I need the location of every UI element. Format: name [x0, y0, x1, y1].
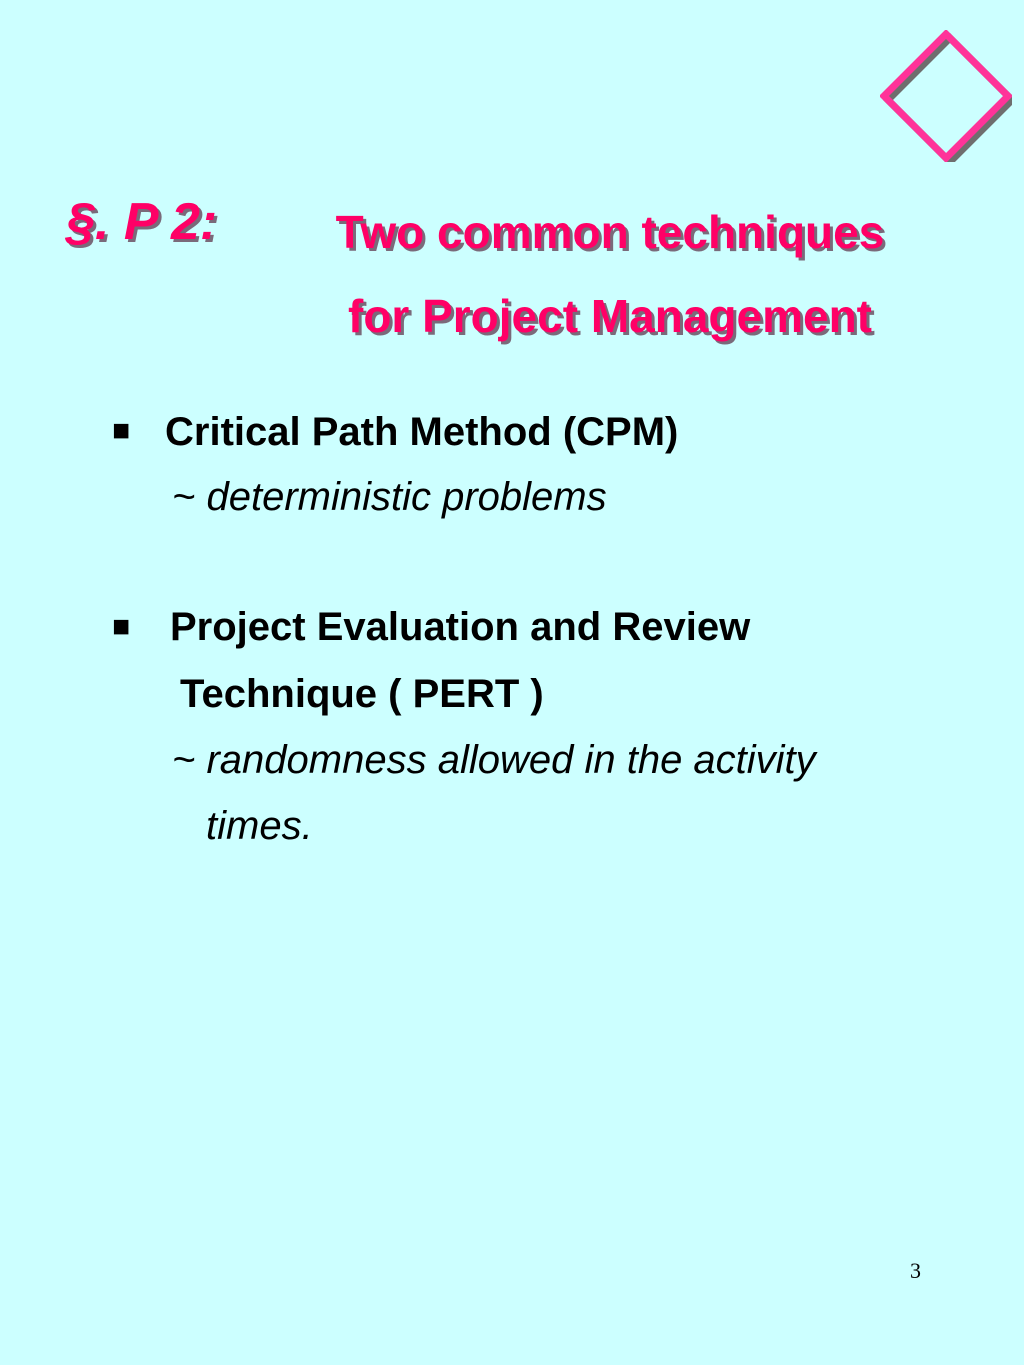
diamond-outline-icon — [880, 30, 1012, 162]
section-mark: §. P 2: — [66, 193, 218, 251]
bullet-pert-note-line-2: times. — [206, 804, 313, 848]
slide-title — [290, 190, 930, 358]
title-line-1: Two common techniques — [335, 206, 885, 258]
bullet-cpm-heading: Critical Path Method (CPM) — [165, 410, 679, 454]
bullet-pert-heading-line-1: Project Evaluation and Review — [170, 605, 751, 649]
bullet-pert-heading-line-2: Technique ( PERT ) — [180, 672, 544, 716]
bullet-pert-note-line-1: ~ randomness allowed in the activity — [172, 738, 816, 782]
square-bullet-icon: ■ — [112, 414, 131, 447]
title-line-2: for Project Management — [348, 290, 872, 342]
bullet-cpm-note: ~ deterministic problems — [172, 475, 607, 519]
page-number: 3 — [910, 1258, 921, 1283]
square-bullet-icon: ■ — [112, 610, 131, 643]
